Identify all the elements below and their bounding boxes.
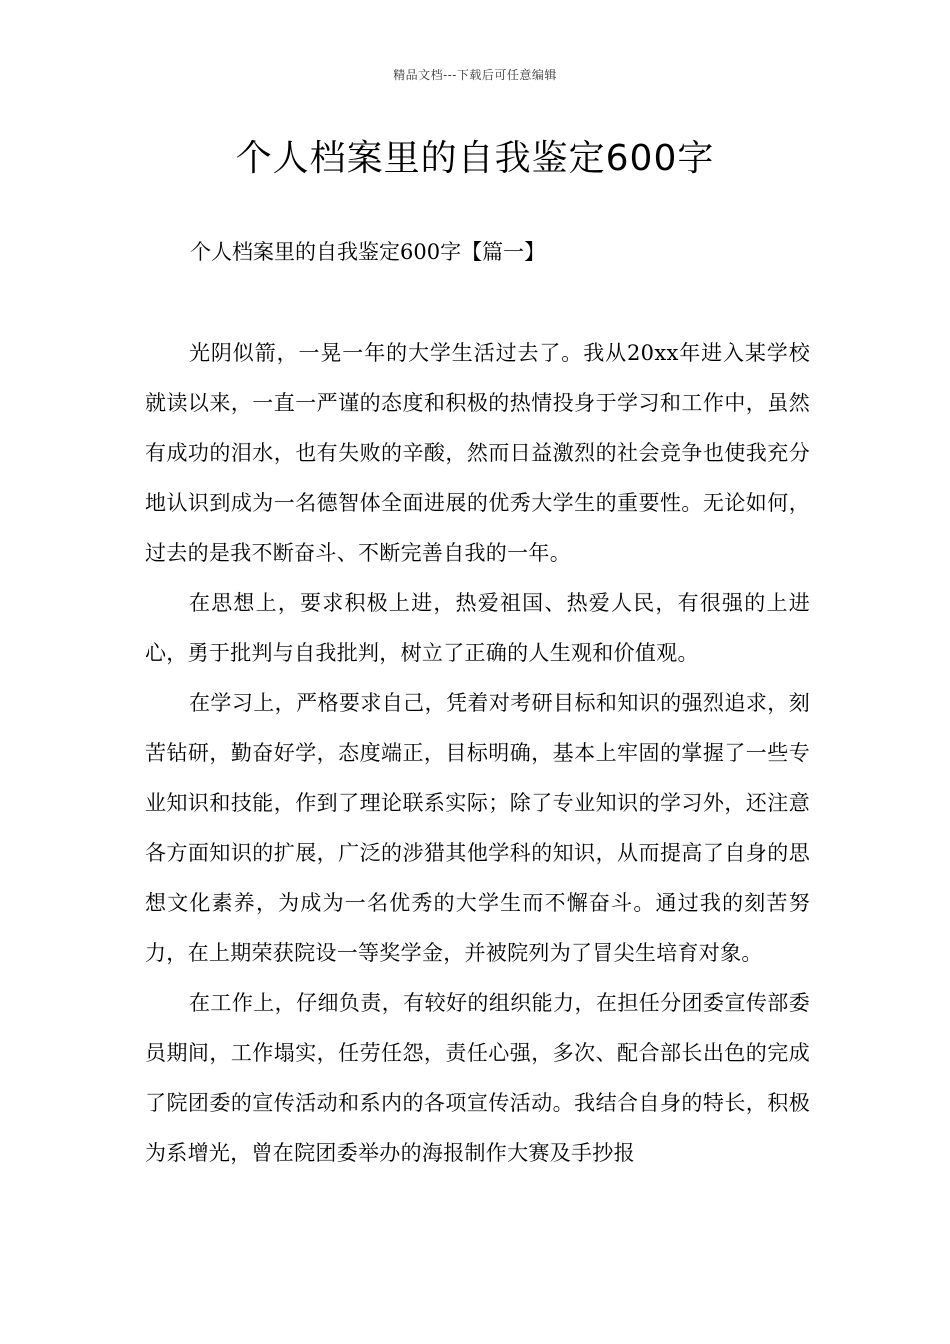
header-note: 精品文档---下载后可任意编辑 <box>393 68 557 82</box>
section-heading: 个人档案里的自我鉴定600字【篇一】 <box>190 240 546 264</box>
paragraph: 在学习上，严格要求自己，凭着对考研目标和知识的强烈追求，刻苦钻研，勤奋好学，态度端正，目标明确，基本上牢固的掌握了一些专业知识和技能，作到了理论联系实际；除了专业知识的学习外，还注意各方面知识的扩展，广泛的涉猎其他学科的知识，从而提高了自身的思想文化素养，为成为一名优秀的大学生而不懈奋斗。通过我的刻苦努力，在上期荣获院设一等奖学金，并被院列为了冒尖生培育对象。 <box>145 691 810 965</box>
paragraph: 在思想上，要求积极上进，热爱祖国、热爱人民，有很强的上进心，勇于批判与自我批判，树立了正确的人生观和价值观。 <box>145 591 810 665</box>
document-body <box>145 328 810 1178</box>
paragraph: 在工作上，仔细负责，有较好的组织能力，在担任分团委宣传部委员期间，工作塌实，任劳任怨，责任心强，多次、配合部长出色的完成了院团委的宣传活动和系内的各项宣传活动。我结合自身的特长，积极为系增光，曾在院团委举办的海报制作大赛及手抄报 <box>145 991 810 1165</box>
paragraph: 光阴似箭，一晃一年的大学生活过去了。我从20xx年进入某学校就读以来，一直一严谨的态度和积极的热情投身于学习和工作中，虽然有成功的泪水，也有失败的辛酸，然而日益激烈的社会竞争也使我充分地认识到成为一名德智体全面进展的优秀大学生的重要性。无论如何，过去的是我不断奋斗、不断完善自我的一年。 <box>145 341 810 565</box>
document-title: 个人档案里的自我鉴定600字 <box>235 138 715 179</box>
